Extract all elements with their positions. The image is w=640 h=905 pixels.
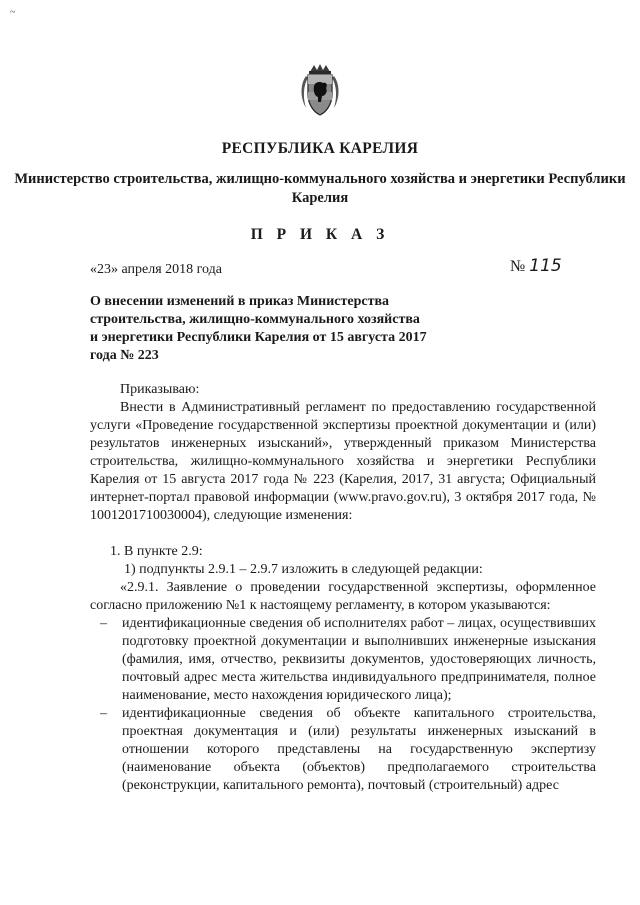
document-type: П Р И К А З <box>250 226 390 243</box>
coat-of-arms-icon <box>298 62 342 118</box>
corner-mark: ~ <box>10 7 16 18</box>
number-label: № <box>510 258 526 275</box>
subitem-1: 1) подпункты 2.9.1 – 2.9.7 изложить в следующей редакции: <box>124 562 483 577</box>
list-item-text: идентификационные сведения об объекте капитального строительства, проектная документация и (или) результаты инженерных изысканий в отношении которого представлены на государственную экспертизу (наименование объекта (объектов) предполагаемого строительства (реконструкции, капитального ремонта), почтовый (строительный) адрес <box>122 706 596 793</box>
list-item <box>90 705 596 795</box>
paragraph-2-9-1: «2.9.1. Заявление о проведении государственной экспертизы, оформленное согласно приложению №1 к настоящему регламенту, в котором указываются: <box>90 580 596 613</box>
intro-paragraph: Внести в Административный регламент по предоставлению государственной услуги «Проведение государственной экспертизы проектной документации и (или) результатов инженерных изысканий», утвержденный приказом Министерства строительства, жилищно-коммунального хозяйства и энергетики Республики Карелия от 15 августа 2017 года № 223 (Карелия, 2017, 31 августа; Официальный интернет-портал правовой информации (www.pravo.gov.ru), 3 октября 2017 года, № 1001201710030004), следующие изменения: <box>90 400 596 523</box>
document-date: «23» апреля 2018 года <box>90 262 222 277</box>
list-item <box>90 615 596 705</box>
document-number <box>510 256 562 276</box>
order-word: Приказываю: <box>120 382 200 397</box>
document-body <box>90 381 596 795</box>
item-1: 1. В пункте 2.9: <box>110 544 203 559</box>
page-title: РЕСПУБЛИКА КАРЕЛИЯ <box>221 140 419 157</box>
ministry-name: Министерство строительства, жилищно-коммунального хозяйства и энергетики Республики Карелия <box>14 171 626 206</box>
document-subject: О внесении изменений в приказ Министерства строительства, жилищно-коммунального хозяйства и энергетики Республики Карелия от 15 августа 2017 года № 223 <box>90 294 427 363</box>
dash-bullet: – <box>100 706 107 721</box>
number-handwritten: 115 <box>529 256 562 276</box>
dash-bullet: – <box>100 616 107 631</box>
list-item-text: идентификационные сведения об исполнителях работ – лицах, осуществивших подготовку проектной документации и выполнивших инженерные изыскания (фамилия, имя, отчество, реквизиты документов, удостоверяющих личность, почтовый адрес места жительства индивидуального предпринимателя, полное наименование, место нахождения юридического лица); <box>122 616 596 703</box>
